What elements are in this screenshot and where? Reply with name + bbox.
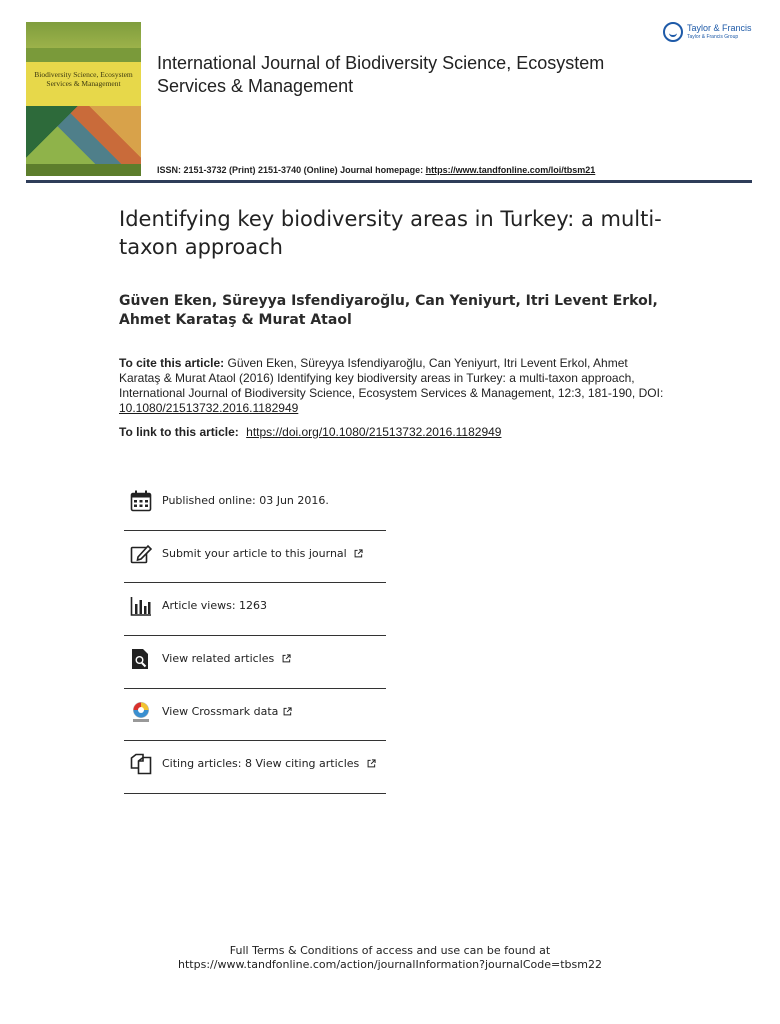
article-doi-url[interactable]: https://doi.org/10.1080/21513732.2016.1182949: [246, 425, 502, 439]
external-link-icon: [367, 759, 376, 768]
citing-articles-item[interactable]: [124, 741, 386, 794]
submit-article-link[interactable]: [162, 547, 363, 560]
cover-footer: [26, 164, 141, 176]
citation-text: Güven Eken, Süreyya Isfendiyaroğlu, Can Yeniyurt, Itri Levent Erkol, Ahmet Karataş & Murat Ataol (2016) Identifying key biodiversity areas in Turkey: a multi-taxon approach, International Journal of Biodiversity Science, Ecosystem Services & Management, 12:3, 181-190, DOI:: [119, 356, 664, 400]
issn-line: [157, 165, 595, 175]
journal-homepage-link[interactable]: https://www.tandfonline.com/loi/tbsm21: [425, 165, 596, 175]
publisher-logo-icon: [663, 22, 683, 42]
related-articles-label: View related articles: [162, 652, 275, 666]
cover-title: Biodiversity Science, Ecosystem Services & Management: [26, 62, 141, 106]
calendar-icon: [130, 490, 152, 512]
related-articles-item[interactable]: [124, 636, 386, 689]
crossmark-label: View Crossmark data: [162, 704, 279, 718]
article-views-item: [124, 583, 386, 636]
citing-articles-label: Citing articles: 8 View citing articles: [162, 757, 360, 771]
document-search-icon: [130, 648, 152, 670]
publisher-logo[interactable]: [663, 22, 763, 48]
journal-title[interactable]: International Journal of Biodiversity Science, Ecosystem Services & Management: [157, 53, 605, 96]
published-online-item: [124, 478, 386, 531]
external-link-icon: [354, 549, 363, 558]
crossmark-link[interactable]: [162, 705, 292, 718]
article-authors: Güven Eken, Süreyya Isfendiyaroğlu, Can Yeniyurt, Itri Levent Erkol, Ahmet Karataş & Murat Ataol: [119, 293, 658, 328]
related-articles-link[interactable]: [162, 652, 291, 665]
header-divider: [26, 180, 752, 183]
citation-doi-link[interactable]: 10.1080/21513732.2016.1182949: [119, 401, 299, 415]
citation-label: To cite this article:: [119, 356, 225, 370]
submit-article-item[interactable]: [124, 531, 386, 584]
cover-photos: [26, 106, 141, 164]
footer: [0, 944, 780, 972]
published-online-text: Published online: 03 Jun 2016.: [162, 494, 329, 507]
external-link-icon: [282, 654, 291, 663]
submit-article-label: Submit your article to this journal: [162, 546, 347, 560]
article-link-line: [119, 425, 679, 439]
citing-documents-icon: [130, 753, 152, 775]
footer-terms-text: Full Terms & Conditions of access and use can be found at: [229, 944, 551, 957]
article-views-text: Article views: 1263: [162, 599, 268, 613]
citation-block: [119, 356, 669, 416]
external-link-icon: [283, 707, 292, 716]
article-link-label: To link to this article:: [119, 425, 239, 439]
publisher-name: Taylor & Francis: [687, 23, 752, 33]
crossmark-icon: [130, 701, 152, 723]
crossmark-item[interactable]: [124, 689, 386, 742]
edit-icon: [130, 543, 152, 565]
citing-articles-link[interactable]: [162, 757, 376, 770]
article-title: Identifying key biodiversity areas in Turkey: a multi-taxon approach: [119, 207, 662, 259]
article-info-list: [124, 478, 386, 794]
issn-text: ISSN: 2151-3732 (Print) 2151-3740 (Online) Journal homepage:: [157, 165, 424, 175]
bar-chart-icon: [130, 595, 152, 617]
cover-top-band: [26, 22, 141, 48]
journal-cover-image: [26, 22, 141, 176]
footer-terms-url[interactable]: https://www.tandfonline.com/action/journalInformation?journalCode=tbsm22: [178, 958, 602, 971]
publisher-group: Taylor & Francis Group: [687, 34, 739, 40]
